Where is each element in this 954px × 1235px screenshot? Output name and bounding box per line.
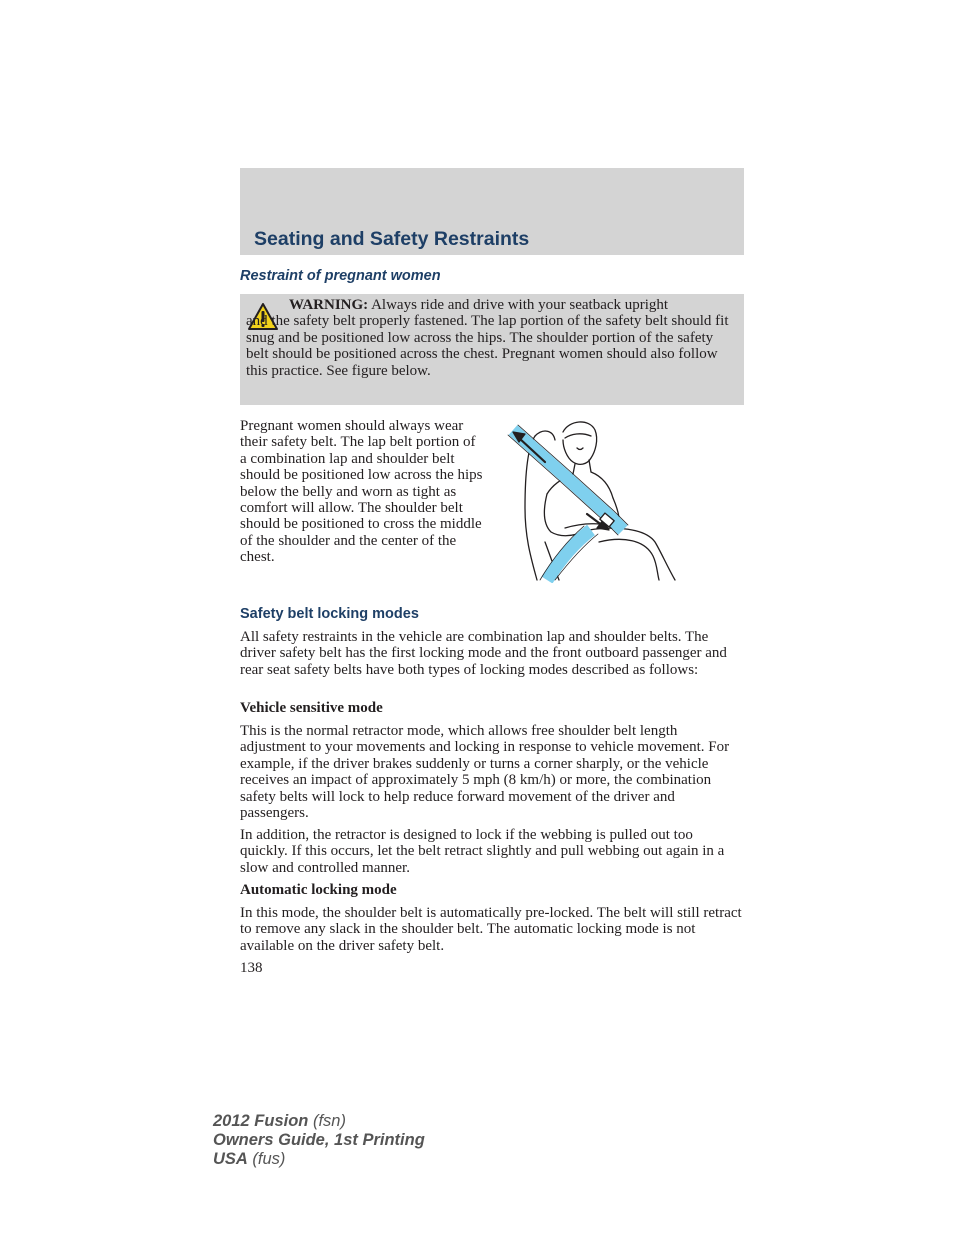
vehicle-sensitive-paragraph-2: In addition, the retractor is designed to lock if the webbing is pulled out too quickly. If this occurs, let the belt retract slightly and pull webbing out again in a slow and controlled manner. [240,827,725,876]
warning-label: WARNING: [289,297,369,313]
footer-model-code: (fsn) [308,1112,346,1130]
automatic-locking-paragraph: In this mode, the shoulder belt is automatically pre-locked. The belt will still retract to remove any slack in the shoulder belt. The automatic locking mode is not available on the driver safety belt. [240,905,742,954]
automatic-locking-heading: Automatic locking mode [240,882,397,898]
footer-region-code: (fus) [247,1150,286,1168]
footer-model: 2012 Fusion [213,1112,309,1130]
locking-modes-heading: Safety belt locking modes [240,606,419,622]
warning-line1: Always ride and drive with your seatback upright [368,297,669,313]
footer-region: USA [213,1150,248,1168]
warning-box [240,294,744,405]
section-title: Seating and Safety Restraints [254,228,530,250]
section-header-band [240,168,744,255]
subsection-title: Restraint of pregnant women [240,268,441,284]
document-footer [213,1112,425,1169]
warning-body: and the safety belt properly fastened. The lap portion of the safety belt should fit snug and be positioned low across the hips. The shoulder portion of the safety belt should be positioned across the chest. Pregnant women should also follow this practice. See figure below. [246,313,729,379]
vehicle-sensitive-heading: Vehicle sensitive mode [240,700,383,716]
pregnant-woman-seatbelt-illustration [505,418,680,583]
locking-modes-intro: All safety restraints in the vehicle are combination lap and shoulder belts. The driver safety belt has the first locking mode and the front outboard passenger and rear seat safety belts have both types of locking modes described as follows: [240,629,727,678]
footer-guide: Owners Guide, 1st Printing [213,1131,425,1149]
vehicle-sensitive-paragraph-1: This is the normal retractor mode, which allows free shoulder belt length adjustment to your movements and locking in response to vehicle movement. For example, if the driver brakes suddenly or turns a corner sharply, or the vehicle receives an impact of approximately 5 mph (8 km/h) or more, the combination safety belts will lock to help reduce forward movement of the driver and passengers. [240,723,730,822]
warning-text [246,297,736,379]
page-number: 138 [240,960,263,976]
pregnant-women-paragraph: Pregnant women should always wear their safety belt. The lap belt portion of a combination lap and shoulder belt should be positioned low across the hips below the belly and worn as tight as comfort will allow. The shoulder belt should be positioned to cross the middle of the shoulder and the center of the chest. [240,418,483,566]
